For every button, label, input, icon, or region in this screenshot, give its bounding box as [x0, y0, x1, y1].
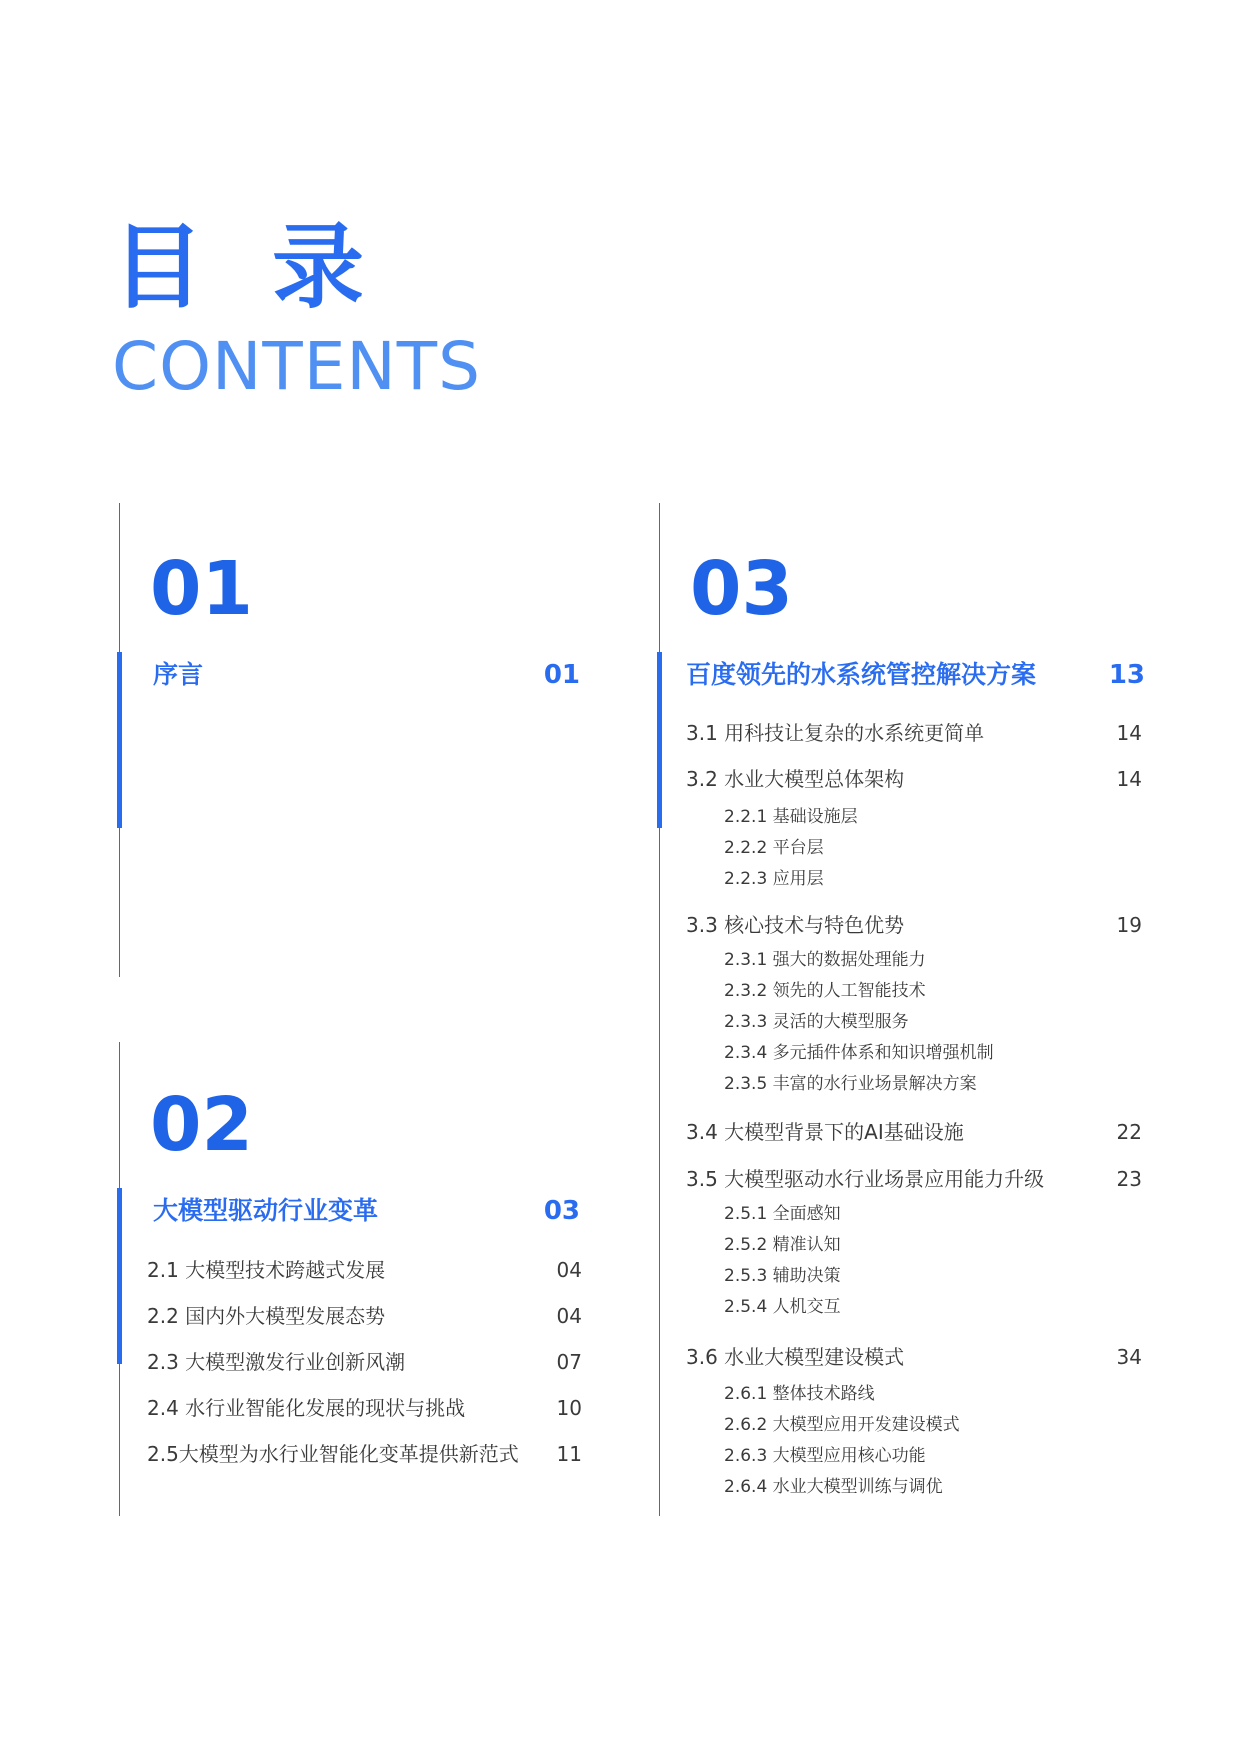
page-title-cn: 目 录 — [112, 214, 383, 321]
toc-sub-2-3-5[interactable]: 2.3.5 丰富的水行业场景解决方案 — [724, 1074, 977, 1094]
toc-entry-2-5[interactable]: 2.5大模型为水行业智能化变革提供新范式 — [147, 1442, 519, 1466]
toc-entry-2-3[interactable]: 2.3 大模型激发行业创新风潮 — [147, 1350, 406, 1374]
toc-page-3-6[interactable]: 34 — [1116, 1345, 1142, 1369]
toc-sub-2-2-3[interactable]: 2.2.3 应用层 — [724, 869, 824, 889]
toc-sub-2-2-2[interactable]: 2.2.2 平台层 — [724, 838, 824, 858]
toc-sub-2-5-4[interactable]: 2.5.4 人机交互 — [724, 1297, 841, 1317]
section-01-number: 01 — [150, 546, 253, 632]
toc-page-2-2[interactable]: 04 — [556, 1304, 582, 1328]
toc-sub-2-2-1[interactable]: 2.2.1 基础设施层 — [724, 807, 858, 827]
toc-entry-3-4[interactable]: 3.4 大模型背景下的AI基础设施 — [686, 1120, 964, 1144]
section-03-accent-bar — [657, 652, 662, 828]
toc-entry-3-1[interactable]: 3.1 用科技让复杂的水系统更简单 — [686, 721, 985, 745]
toc-sub-2-5-2[interactable]: 2.5.2 精准认知 — [724, 1235, 841, 1255]
toc-sub-2-3-2[interactable]: 2.3.2 领先的人工智能技术 — [724, 981, 926, 1001]
toc-sub-2-6-4[interactable]: 2.6.4 水业大模型训练与调优 — [724, 1477, 943, 1497]
toc-entry-2-1[interactable]: 2.1 大模型技术跨越式发展 — [147, 1258, 386, 1282]
section-02-page[interactable]: 03 — [543, 1196, 580, 1226]
toc-page-3-2[interactable]: 14 — [1116, 767, 1142, 791]
section-03-title[interactable]: 百度领先的水系统管控解决方案 — [686, 660, 1037, 689]
page-title-en: CONTENTS — [112, 328, 482, 405]
section-03-number: 03 — [690, 546, 793, 632]
toc-page-2-4[interactable]: 10 — [556, 1396, 582, 1420]
toc-entry-3-3[interactable]: 3.3 核心技术与特色优势 — [686, 913, 905, 937]
section-01-page[interactable]: 01 — [543, 660, 580, 690]
toc-page-3-5[interactable]: 23 — [1116, 1167, 1142, 1191]
toc-sub-2-6-2[interactable]: 2.6.2 大模型应用开发建设模式 — [724, 1415, 960, 1435]
toc-sub-2-3-1[interactable]: 2.3.1 强大的数据处理能力 — [724, 950, 926, 970]
section-01-accent-bar — [117, 652, 122, 828]
toc-entry-2-2[interactable]: 2.2 国内外大模型发展态势 — [147, 1304, 386, 1328]
section-01-title[interactable]: 序言 — [153, 660, 204, 689]
section-02-number: 02 — [150, 1082, 253, 1168]
toc-page-3-1[interactable]: 14 — [1116, 721, 1142, 745]
toc-sub-2-6-1[interactable]: 2.6.1 整体技术路线 — [724, 1384, 875, 1404]
toc-page-2-5[interactable]: 11 — [556, 1442, 582, 1466]
toc-entry-3-6[interactable]: 3.6 水业大模型建设模式 — [686, 1345, 905, 1369]
toc-page-2-3[interactable]: 07 — [556, 1350, 582, 1374]
section-02-accent-bar — [117, 1188, 122, 1364]
toc-sub-2-3-4[interactable]: 2.3.4 多元插件体系和知识增强机制 — [724, 1043, 994, 1063]
toc-sub-2-5-1[interactable]: 2.5.1 全面感知 — [724, 1204, 841, 1224]
section-03-page[interactable]: 13 — [1108, 660, 1145, 690]
toc-sub-2-6-3[interactable]: 2.6.3 大模型应用核心功能 — [724, 1446, 926, 1466]
toc-entry-3-2[interactable]: 3.2 水业大模型总体架构 — [686, 767, 905, 791]
toc-page-3-4[interactable]: 22 — [1116, 1120, 1142, 1144]
section-02-title[interactable]: 大模型驱动行业变革 — [153, 1196, 379, 1225]
toc-entry-3-5[interactable]: 3.5 大模型驱动水行业场景应用能力升级 — [686, 1167, 1045, 1191]
toc-page-2-1[interactable]: 04 — [556, 1258, 582, 1282]
toc-sub-2-5-3[interactable]: 2.5.3 辅助决策 — [724, 1266, 841, 1286]
toc-sub-2-3-3[interactable]: 2.3.3 灵活的大模型服务 — [724, 1012, 909, 1032]
toc-page-3-3[interactable]: 19 — [1116, 913, 1142, 937]
toc-entry-2-4[interactable]: 2.4 水行业智能化发展的现状与挑战 — [147, 1396, 466, 1420]
